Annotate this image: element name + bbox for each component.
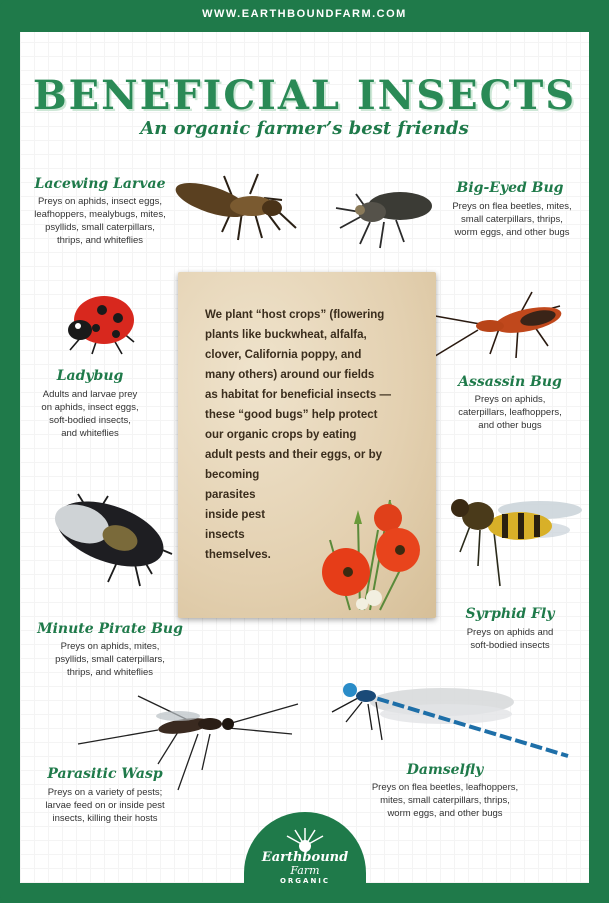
logo-farm: Farm [290, 864, 320, 877]
logo-earthbound: Earthbound [261, 850, 349, 865]
assassin-bug-desc-line: and other bugs [478, 420, 542, 431]
parasitic-wasp-name: Parasitic Wasp [47, 766, 163, 782]
assassin-bug-name: Assassin Bug [458, 374, 562, 390]
damselfly-desc-line: worm eggs, and other bugs [387, 808, 503, 819]
lacewing-larva-icon [172, 170, 302, 260]
ladybug-icon [62, 292, 142, 357]
big-eyed-bug-name: Big-Eyed Bug [456, 180, 564, 196]
damselfly-icon [322, 680, 572, 764]
sun-logo-icon [283, 826, 327, 848]
syrphid-fly-desc-line: soft-bodied insects [470, 640, 550, 651]
logo-organic: ORGANIC [279, 877, 331, 885]
parasitic-wasp-desc-line: insects, killing their hosts [52, 813, 158, 824]
syrphid-fly-name: Syrphid Fly [465, 606, 555, 622]
assassin-bug-desc [440, 393, 580, 432]
ladybug-desc [20, 388, 160, 440]
syrphid-fly-icon [440, 486, 585, 591]
assassin-bug-icon [420, 286, 580, 366]
minute-pirate-bug-icon [48, 490, 178, 590]
ladybug-desc-line: Adults and larvae prey [42, 389, 138, 400]
note-line: clover, California poppy, and [205, 349, 362, 361]
minute-pirate-bug-name: Minute Pirate Bug [37, 621, 183, 637]
parasitic-wasp-desc-line: Preys on a variety of pests; [47, 787, 163, 798]
assassin-bug-desc-line: caterpillars, leafhoppers, [458, 407, 562, 418]
minute-pirate-bug-desc-line: Preys on aphids, mites, [60, 641, 160, 652]
note-line: plants like buckwheat, alfalfa, [205, 329, 367, 341]
damselfly-desc [355, 781, 535, 820]
note-line: these “good bugs” help protect [205, 409, 378, 421]
poster-subtitle: An organic farmer’s best friends [140, 118, 469, 139]
poster-title: BENEFICIAL INSECTS [32, 72, 577, 119]
website-url[interactable]: WWW.EARTHBOUNDFARM.COM [202, 8, 407, 20]
lacewing-desc-line: Preys on aphids, insect eggs, [37, 196, 163, 207]
big-eyed-bug-desc-line: small caterpillars, thrips, [461, 214, 563, 225]
parasitic-wasp-desc-line: larvae feed on or inside pest [45, 800, 165, 811]
note-line: becoming [205, 469, 260, 481]
note-line: parasites [205, 489, 256, 501]
parasitic-wasp-desc [20, 786, 190, 825]
syrphid-fly-desc [440, 626, 580, 652]
syrphid-fly-desc-line: Preys on aphids and [466, 627, 554, 638]
ladybug-desc-line: soft-bodied insects, [49, 415, 131, 426]
damselfly-desc-line: mites, small caterpillars, thrips, [380, 795, 510, 806]
big-eyed-bug-icon [330, 184, 435, 254]
note-line: inside pest [205, 509, 266, 521]
host-crops-text [205, 305, 431, 465]
note-line: adult pests and their eggs, or by [205, 449, 383, 461]
ladybug-desc-line: on aphids, insect eggs, [41, 402, 139, 413]
poppy-flowers-icon [300, 480, 430, 615]
minute-pirate-bug-desc [30, 640, 190, 679]
ladybug-desc-line: and whiteflies [61, 428, 119, 439]
host-crops-text-cont [205, 465, 305, 565]
note-line: as habitat for beneficial insects — [205, 389, 391, 401]
note-line: our organic crops by eating [205, 429, 357, 441]
minute-pirate-bug-desc-line: thrips, and whiteflies [66, 667, 154, 678]
note-line: insects [205, 529, 245, 541]
lacewing-desc-line: thrips, and whiteflies [56, 235, 144, 246]
note-line: We plant “host crops” (flowering [205, 309, 385, 321]
big-eyed-bug-desc [432, 200, 592, 239]
note-line: themselves. [205, 549, 271, 561]
damselfly-desc-line: Preys on flea beetles, leafhoppers, [371, 782, 519, 793]
note-line: many others) around our fields [205, 369, 375, 381]
lacewing-desc [20, 195, 180, 247]
big-eyed-bug-desc-line: worm eggs, and other bugs [454, 227, 570, 238]
minute-pirate-bug-desc-line: psyllids, small caterpillars, [55, 654, 165, 665]
assassin-bug-desc-line: Preys on aphids, [474, 394, 546, 405]
lacewing-name: Lacewing Larvae [34, 176, 166, 192]
lacewing-desc-line: leafhoppers, mealybugs, mites, [34, 209, 166, 220]
ladybug-name: Ladybug [56, 368, 124, 384]
big-eyed-bug-desc-line: Preys on flea beetles, mites, [452, 201, 572, 212]
lacewing-desc-line: psyllids, small caterpillars, [45, 222, 155, 233]
damselfly-name: Damselfly [406, 762, 484, 778]
